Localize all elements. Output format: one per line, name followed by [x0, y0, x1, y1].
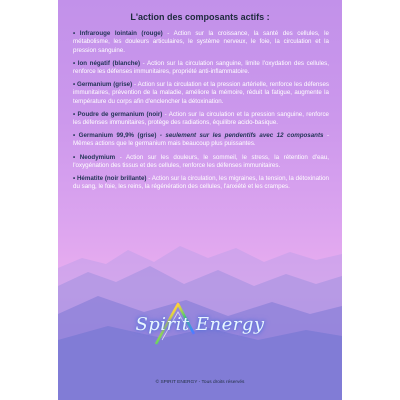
item-label: • Neodymium: [73, 153, 116, 161]
item-note: - seulement sur les pendentifs avec 12 composants: [156, 132, 324, 140]
list-item: [73, 111, 329, 128]
component-list: [73, 30, 329, 196]
item-label: • Germanium (grise): [73, 81, 133, 89]
item-label: • Poudre de germanium (noir): [73, 110, 163, 118]
item-name: Germanium (grise): [77, 81, 133, 89]
list-item: [73, 132, 329, 149]
list-item: [73, 81, 329, 106]
item-name: Infrarouge lointain (rouge): [79, 30, 163, 37]
info-sheet: [58, 0, 342, 400]
page-title: L'action des composants actifs :: [130, 12, 270, 22]
item-name: Poudre de germanium (noir): [77, 110, 163, 118]
item-name: Hématite (noir brillante): [76, 174, 147, 182]
list-item: [73, 60, 329, 77]
item-description: - Action sur la circulation, les migraines, la tension, la détoxination du sang, le foie, les reins, la régénération des cellules, l'anxiété et les crampes.: [73, 174, 330, 191]
item-label: • Infrarouge lointain (rouge): [73, 30, 163, 37]
brand-logo-text: Spirit Energy: [135, 314, 265, 335]
item-name: Ion négatif (blanche): [77, 59, 141, 67]
item-description: - Action sur la circulation sanguine, limite l'oxydation des cellules, renforce les défenses immunitaires, propriété anti-inflammatoire.: [73, 59, 329, 75]
item-label: • Hématite (noir brillante): [73, 174, 147, 182]
item-description: - Action sur la circulation et la pression sanguine, renforce les défenses immunitaires, protège des radiations, équilibre acido-basique.: [73, 110, 329, 127]
item-label: • Germanium 99,9% (grise): [73, 132, 157, 140]
item-description: - Action sur la croissance, la santé des cellules, le métabolisme, les douleurs articulaires, le système nerveux, le foie, la circulation et la pression sanguine.: [73, 30, 330, 54]
item-name: Neodymium: [79, 153, 116, 161]
copyright-notice: © SPIRIT ENERGY - Tous droits réservés: [155, 380, 245, 385]
list-item: [73, 30, 329, 55]
list-item: [73, 154, 329, 171]
item-description: - Mêmes actions que le germanium mais beaucoup plus puissantes.: [73, 132, 329, 148]
item-description: - Action sur la circulation et la pression artérielle, renforce les défenses immunitaires, prévention de la maladie, améliore la mémoire, réduit la fatigue, augmente la température du corps afin d'enclencher la détoxination.: [73, 81, 329, 105]
item-name: Germanium 99,9% (grise): [78, 132, 157, 140]
item-label: • Ion négatif (blanche): [73, 59, 141, 67]
list-item: [73, 175, 329, 192]
item-description: - Action sur les douleurs, le sommeil, le stress, la rétention d'eau, l'oxygénation des tissus et des cellules, renforce les défenses immunitaires.: [73, 153, 329, 169]
